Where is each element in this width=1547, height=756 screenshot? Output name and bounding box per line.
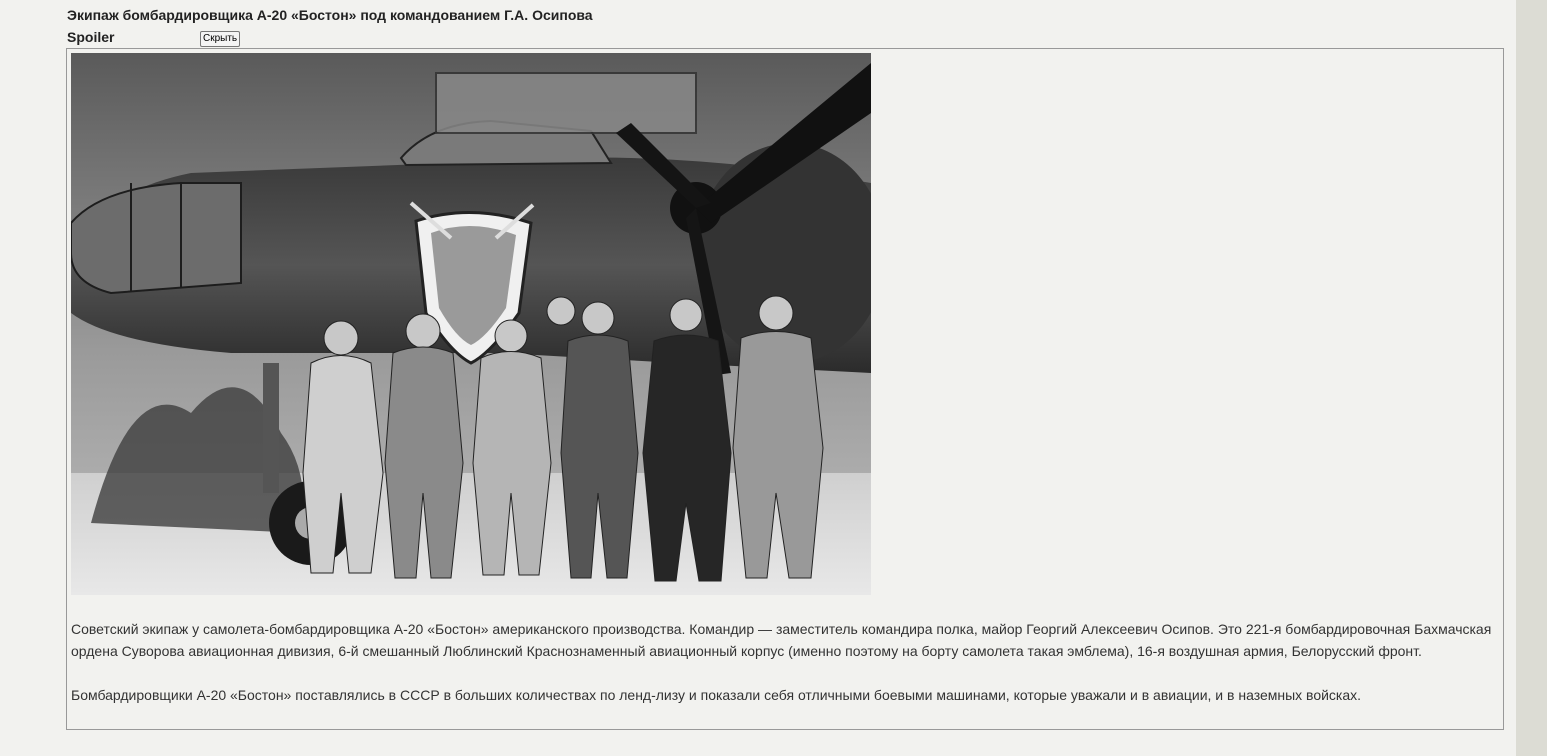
photo-caption xyxy=(71,618,1496,706)
page-right-margin xyxy=(1516,0,1547,756)
spoiler-content xyxy=(66,48,1504,730)
spoiler-label: Spoiler xyxy=(67,29,115,45)
caption-paragraph: Советский экипаж у самолета-бомбардировщика А-20 «Бостон» американского производства. Командир — заместитель командира полка, майор Георгий Алексеевич Осипов. Это 221-я бомбардировочная Бахмачская ордена Суворова авиационная дивизия, 6-й смешанный Люблинский Краснознаменный авиационный корпус (именно поэтому на борту самолета такая эмблема), 16-я воздушная армия, Белорусский фронт. xyxy=(71,621,1492,659)
post-title: Экипаж бомбардировщика А-20 «Бостон» под командованием Г.А. Осипова xyxy=(67,7,593,23)
aircraft-crew-photo xyxy=(71,53,871,595)
spoiler-hide-button[interactable]: Скрыть xyxy=(200,31,240,47)
caption-paragraph: Бомбардировщики А-20 «Бостон» поставлялись в СССР в больших количествах по ленд-лизу и показали себя отличными боевыми машинами, которые уважали и в авиации, и в наземных войсках. xyxy=(71,687,1362,703)
photo-illustration xyxy=(71,53,871,595)
